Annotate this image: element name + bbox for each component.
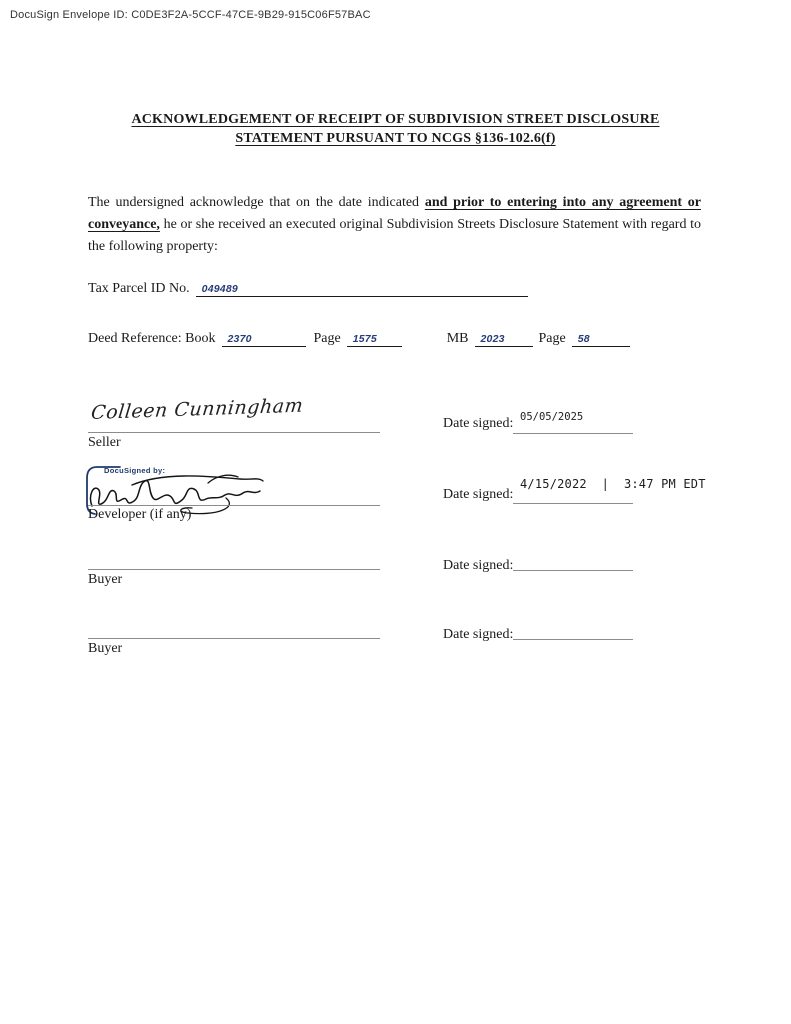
developer-role-label: Developer (if any) (88, 507, 192, 522)
tax-parcel-value: 049489 (201, 283, 238, 295)
seller-date-value: 05/05/2025 (520, 411, 584, 423)
developer-signature-line (88, 505, 380, 506)
buyer1-date-line (513, 570, 633, 571)
buyer1-date-label: Date signed: (443, 558, 514, 573)
document-title (0, 110, 791, 148)
seller-signature-line (88, 432, 380, 433)
deed-page2-label: Page (538, 331, 566, 346)
deed-page1-value: 1575 (352, 333, 377, 345)
title-line-1: ACKNOWLEDGEMENT OF RECEIPT OF SUBDIVISION STREET DISCLOSURE (131, 112, 660, 127)
seller-signature: Colleen Cunningham (90, 394, 305, 424)
buyer2-date-label: Date signed: (443, 627, 514, 642)
buyer1-signature-line (88, 569, 380, 570)
deed-reference-row (88, 329, 630, 347)
developer-date-label: Date signed: (443, 487, 514, 502)
signature-row-buyer-2 (88, 616, 728, 686)
deed-mb-value: 2023 (480, 333, 505, 345)
signature-row-buyer-1 (88, 547, 728, 617)
deed-page1-field (347, 329, 402, 347)
deed-mb-field (475, 329, 533, 347)
body-emphasis: and prior to entering into any agreement or conveyance, (88, 195, 701, 232)
deed-book-label: Deed Reference: Book (88, 331, 216, 346)
body-text-end: he or she received an executed original Subdivision Streets Disclosure Statement with regard to the following property: (88, 217, 701, 254)
seller-role-label: Seller (88, 435, 121, 450)
deed-book-field (222, 329, 306, 347)
signature-row-seller (88, 394, 728, 470)
deed-page2-value: 58 (577, 333, 590, 345)
buyer2-date-line (513, 639, 633, 640)
developer-date-value: 4/15/2022 | 3:47 PM EDT (520, 477, 706, 491)
buyer2-signature-line (88, 638, 380, 639)
body-text-start: The undersigned acknowledge that on the date indicated (88, 195, 425, 210)
body-paragraph (88, 192, 701, 258)
tax-parcel-field (196, 279, 528, 297)
tax-parcel-row (88, 279, 528, 297)
envelope-id: DocuSign Envelope ID: C0DE3F2A-5CCF-47CE-9B29-915C06F57BAC (10, 9, 371, 21)
seller-date-label: Date signed: (443, 416, 514, 431)
buyer1-role-label: Buyer (88, 572, 123, 587)
seller-date-line (513, 433, 633, 434)
deed-page1-label: Page (313, 331, 341, 346)
developer-date-line (513, 503, 633, 504)
deed-mb-label: MB (446, 331, 469, 346)
deed-page2-field (572, 329, 630, 347)
title-line-2: STATEMENT PURSUANT TO NCGS §136-102.6(f) (235, 131, 556, 146)
docusign-stamp-label: DocuSigned by: (104, 466, 166, 475)
tax-parcel-label: Tax Parcel ID No. (88, 281, 190, 296)
buyer2-role-label: Buyer (88, 641, 123, 656)
deed-book-value: 2370 (227, 333, 252, 345)
signature-row-developer (88, 463, 728, 533)
